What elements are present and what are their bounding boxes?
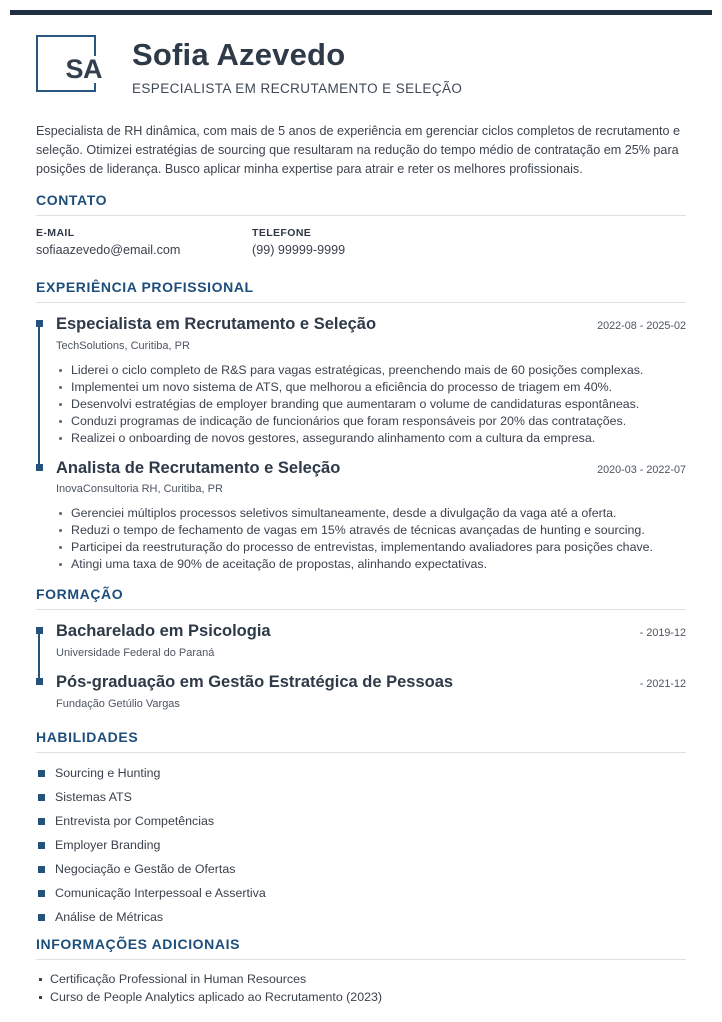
skill-item — [36, 863, 686, 876]
additional-info-item — [36, 970, 686, 988]
degree-title: Pós-graduação em Gestão Estratégica de Pessoas — [56, 673, 454, 692]
degree-title: Bacharelado em Psicologia — [56, 622, 271, 641]
monogram-box — [36, 35, 102, 92]
square-bullet-icon — [38, 890, 45, 897]
square-bullet-icon — [38, 818, 45, 825]
job-bullet-text: Participei da reestruturação do processo de entrevistas, implementando avaliadores para posições chave. — [71, 540, 653, 555]
square-bullet-icon — [38, 794, 45, 801]
skill-item — [36, 815, 686, 828]
degree-institution: Universidade Federal do Paraná — [56, 647, 215, 660]
candidate-name: Sofia Azevedo — [132, 37, 346, 72]
dot-bullet-icon — [59, 369, 62, 372]
experience-entries — [36, 315, 686, 574]
job-bullet-text: Desenvolvi estratégias de employer branding que aumentaram o volume de candidaturas espontâneas. — [71, 396, 640, 411]
skill-label: Sourcing e Hunting — [55, 766, 161, 781]
entry-head — [56, 315, 686, 334]
contact-field-email — [36, 227, 252, 257]
additional-info-heading: INFORMAÇÕES ADICIONAIS — [36, 936, 686, 960]
degree-dates: - 2019-12 — [639, 627, 686, 640]
contact-heading: CONTATO — [36, 192, 686, 216]
job-bullet — [56, 556, 686, 573]
square-bullet-icon — [38, 866, 45, 873]
square-bullet-icon — [38, 842, 45, 849]
skills-heading: HABILIDADES — [36, 729, 686, 753]
additional-info-text: Curso de People Analytics aplicado ao Recrutamento (2023) — [50, 990, 382, 1005]
entry-head — [56, 673, 686, 692]
dot-bullet-icon — [59, 403, 62, 406]
skill-item — [36, 839, 686, 852]
additional-info-item — [36, 988, 686, 1006]
degree-dates: - 2021-12 — [639, 678, 686, 691]
dot-bullet-icon — [59, 546, 62, 549]
education-entry — [36, 622, 686, 673]
job-title: Especialista em Recrutamento e Seleção — [56, 314, 377, 333]
timeline-marker-icon — [36, 320, 43, 327]
tiny-square-bullet-icon — [39, 996, 42, 999]
contact-field-phone — [252, 227, 468, 257]
timeline-marker-icon — [36, 678, 43, 685]
dot-bullet-icon — [59, 529, 62, 532]
email-label: E-MAIL — [36, 226, 75, 239]
job-title: Analista de Recrutamento e Seleção — [56, 458, 341, 477]
header-text — [132, 33, 462, 96]
experience-entry — [36, 459, 686, 574]
dot-bullet-icon — [59, 437, 62, 440]
job-bullet — [56, 505, 686, 522]
job-bullet — [56, 539, 686, 556]
email-value: sofiaazevedo@email.com — [36, 242, 181, 257]
job-bullet-text: Implementei um novo sistema de ATS, que melhorou a eficiência do processo de triagem em 40%. — [71, 379, 613, 394]
skills-list — [36, 767, 686, 924]
square-bullet-icon — [38, 770, 45, 777]
job-bullet — [56, 522, 686, 539]
experience-entry — [36, 315, 686, 459]
job-organization: InovaConsultoria RH, Curitiba, PR — [56, 483, 223, 496]
job-bullet-text: Gerenciei múltiplos processos seletivos simultaneamente, desde a divulgação da vaga até a oferta. — [71, 506, 617, 521]
skill-item — [36, 791, 686, 804]
section-contact — [36, 192, 686, 257]
dot-bullet-icon — [59, 420, 62, 423]
job-bullet-text: Conduzi programas de indicação de funcionários que foram responsáveis por 20% das contratações. — [71, 413, 627, 428]
phone-value: (99) 99999-9999 — [252, 242, 346, 257]
contact-fields — [36, 227, 686, 257]
job-dates: 2020-03 - 2022-07 — [597, 463, 686, 476]
skill-label: Entrevista por Competências — [55, 814, 215, 829]
skill-item — [36, 767, 686, 780]
section-education — [36, 586, 686, 710]
entry-head — [56, 459, 686, 478]
job-bullet-list — [56, 505, 686, 573]
tiny-square-bullet-icon — [39, 978, 42, 981]
section-experience — [36, 279, 686, 574]
skill-item — [36, 887, 686, 900]
entry-head — [56, 622, 686, 641]
phone-label: TELEFONE — [252, 226, 312, 239]
summary-paragraph: Especialista de RH dinâmica, com mais de 5 anos de experiência em gerenciar ciclos completos de recrutamento e seleção. Otimizei estratégias de sourcing que resultaram na redução do tempo médio de contratação em 25% para posições de liderança. Busco aplicar minha expertise para atrair e reter os melhores profissionais. — [36, 123, 680, 176]
degree-institution: Fundação Getúlio Vargas — [56, 698, 180, 711]
education-entries — [36, 622, 686, 710]
skill-item — [36, 911, 686, 924]
square-bullet-icon — [38, 914, 45, 921]
job-bullet-text: Liderei o ciclo completo de R&S para vagas estratégicas, preenchendo mais de 60 posições complexas. — [71, 362, 644, 377]
job-bullet — [56, 430, 686, 447]
job-bullet-text: Atingi uma taxa de 90% de aceitação de propostas, alinhando expectativas. — [71, 557, 488, 572]
dot-bullet-icon — [59, 512, 62, 515]
section-skills — [36, 729, 686, 924]
dot-bullet-icon — [59, 563, 62, 566]
job-bullet-list — [56, 362, 686, 447]
job-bullet — [56, 379, 686, 396]
dot-bullet-icon — [59, 386, 62, 389]
top-accent-bar — [10, 10, 712, 15]
job-bullet-text: Reduzi o tempo de fechamento de vagas em 15% através de técnicas avançadas de hunting e sourcing. — [71, 523, 645, 538]
skill-label: Negociação e Gestão de Ofertas — [55, 862, 236, 877]
job-bullet-text: Realizei o onboarding de novos gestores, assegurando alinhamento com a cultura da empresa. — [71, 430, 596, 445]
section-additional-info — [36, 936, 686, 1006]
education-entry — [36, 673, 686, 710]
additional-info-list — [36, 970, 686, 1006]
job-bullet — [56, 362, 686, 379]
job-organization: TechSolutions, Curitiba, PR — [56, 339, 190, 352]
timeline-marker-icon — [36, 464, 43, 471]
additional-info-text: Certificação Professional in Human Resources — [50, 972, 307, 987]
skill-label: Sistemas ATS — [55, 790, 132, 805]
job-dates: 2022-08 - 2025-02 — [597, 319, 686, 332]
skill-label: Employer Branding — [55, 838, 161, 853]
skill-label: Análise de Métricas — [55, 910, 164, 925]
job-bullet — [56, 396, 686, 413]
skill-label: Comunicação Interpessoal e Assertiva — [55, 886, 266, 901]
candidate-title: ESPECIALISTA EM RECRUTAMENTO E SELEÇÃO — [132, 80, 463, 96]
monogram-initials: SA — [60, 56, 102, 83]
experience-heading: EXPERIÊNCIA PROFISSIONAL — [36, 279, 686, 303]
timeline-marker-icon — [36, 627, 43, 634]
job-bullet — [56, 413, 686, 430]
education-heading: FORMAÇÃO — [36, 586, 686, 610]
